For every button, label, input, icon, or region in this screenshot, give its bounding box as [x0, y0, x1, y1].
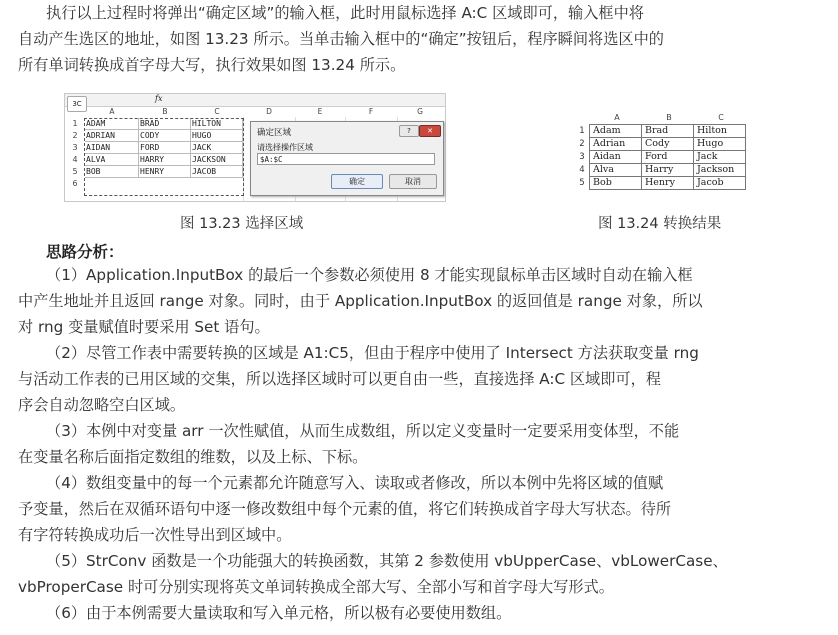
point-4-line-1: （4）数组变量中的每一个元素都允许随意写入、读取或者修改，所以本例中先将区域的值赋 — [46, 474, 664, 492]
row-number: 5 — [579, 178, 585, 188]
table-cell: Henry — [642, 177, 694, 190]
selection-marquee — [84, 118, 244, 196]
point-1-line-2: 中产生地址并且返回 range 对象。同时，由于 Application.InputBox 的返回值是 range 对象，所以 — [18, 292, 703, 310]
cancel-button[interactable]: 取消 — [389, 174, 437, 189]
cell-a2[interactable]: ADRIAN — [85, 130, 139, 142]
point-6 — [18, 600, 818, 626]
row-number: 3 — [579, 152, 585, 162]
range-input[interactable]: $A:$C — [257, 153, 435, 165]
dialog-title: 确定区域 — [257, 128, 292, 138]
row-number: 4 — [579, 165, 585, 175]
cell-c4[interactable]: JACKSON — [191, 154, 243, 166]
table-cell: Hugo — [694, 138, 746, 151]
cell-b3[interactable]: FORD — [139, 142, 191, 154]
row-header-4[interactable]: 4 — [72, 155, 78, 164]
point-3 — [18, 418, 818, 470]
cell-b1[interactable]: BRAD — [139, 118, 191, 130]
row-header-3[interactable]: 3 — [72, 143, 78, 152]
row-header-2[interactable]: 2 — [72, 131, 78, 140]
intro-line-2: 自动产生选区的地址，如图 13.23 所示。当单击输入框中的“确定”按钮后，程序瞬间将选区中的 — [18, 30, 664, 48]
caption-13-24: 图 13.24 转换结果 — [598, 216, 722, 232]
point-2 — [18, 340, 818, 418]
table-cell: Jackson — [694, 164, 746, 177]
table-cell: Bob — [590, 177, 642, 190]
column-header-b: B — [666, 113, 672, 122]
table-cell: Aidan — [590, 151, 642, 164]
cell-c1[interactable]: HILTON — [191, 118, 243, 130]
table-cell: Harry — [642, 164, 694, 177]
intro-line-1: 执行以上过程时将弹出“确定区域”的输入框，此时用鼠标选择 A:C 区域即可，输入框中将 — [46, 4, 644, 22]
point-1-line-3: 对 rng 变量赋值时要采用 Set 语句。 — [18, 318, 270, 336]
input-dialog — [250, 121, 444, 196]
table-cell: Alva — [590, 164, 642, 177]
help-button[interactable]: ? — [399, 125, 419, 137]
point-4-line-3: 有字符转换成功后一次性导出到区域中。 — [18, 526, 292, 544]
point-1-line-1: （1）Application.InputBox 的最后一个参数必须使用 8 才能实现鼠标单击区域时自动在输入框 — [46, 266, 693, 284]
column-header-c: C — [718, 113, 724, 122]
point-2-line-1: （2）尽管工作表中需要转换的区域是 A1:C5，但由于程序中使用了 Intersect 方法获取变量 rng — [46, 344, 699, 362]
table-row — [575, 138, 746, 151]
cell-b2[interactable]: CODY — [139, 130, 191, 142]
row-header-5[interactable]: 5 — [72, 167, 78, 176]
figure-13-24-result-table — [575, 112, 775, 202]
point-4 — [18, 470, 818, 548]
name-box[interactable]: 3C — [67, 96, 87, 112]
table-cell: Brad — [642, 125, 694, 138]
point-2-line-3: 序会自动忽略空白区域。 — [18, 396, 186, 414]
section-heading: 思路分析： — [46, 243, 124, 261]
caption-13-23: 图 13.23 选择区域 — [180, 216, 304, 232]
row-number: 1 — [579, 126, 585, 136]
column-header-d[interactable]: D — [266, 107, 272, 116]
cell-b5[interactable]: HENRY — [139, 166, 191, 178]
cell-b4[interactable]: HARRY — [139, 154, 191, 166]
intro-line-3: 所有单词转换成首字母大写，执行效果如图 13.24 所示。 — [18, 56, 406, 74]
dialog-prompt: 请选择操作区域 — [257, 143, 313, 152]
point-5-line-2: vbProperCase 时可分别实现将英文单词转换成全部大写、全部小写和首字母大写形式。 — [18, 578, 614, 596]
table-cell: Adam — [590, 125, 642, 138]
table-row — [575, 125, 746, 138]
table-row — [575, 177, 746, 190]
point-5-line-1: （5）StrConv 函数是一个功能强大的转换函数，其第 2 参数使用 vbUpperCase、vbLowerCase、 — [46, 552, 728, 570]
table-cell: Jack — [694, 151, 746, 164]
point-2-line-2: 与活动工作表的已用区域的交集，所以选择区域时可以更自由一些，直接选择 A:C 区域即可，程 — [18, 370, 661, 388]
point-5 — [18, 548, 818, 600]
cell-c5[interactable]: JACOB — [191, 166, 243, 178]
formula-bar — [65, 94, 445, 107]
table-cell: Hilton — [694, 125, 746, 138]
table-cell: Cody — [642, 138, 694, 151]
table-row — [575, 164, 746, 177]
table-cell: Jacob — [694, 177, 746, 190]
column-header-f[interactable]: F — [368, 107, 374, 116]
cell-a1[interactable]: ADAM — [85, 118, 139, 130]
row-number: 2 — [579, 139, 585, 149]
cell-a3[interactable]: AIDAN — [85, 142, 139, 154]
fx-label: fx — [155, 94, 163, 103]
figure-13-23-spreadsheet — [64, 93, 446, 202]
row-header-1[interactable]: 1 — [72, 119, 78, 128]
cell-a5[interactable]: BOB — [85, 166, 139, 178]
table-cell: Ford — [642, 151, 694, 164]
column-header-a[interactable]: A — [109, 107, 115, 116]
cell-c2[interactable]: HUGO — [191, 130, 243, 142]
point-3-line-1: （3）本例中对变量 arr 一次性赋值，从而生成数组，所以定义变量时一定要采用变体型，不能 — [46, 422, 680, 440]
intro-paragraph — [18, 0, 818, 78]
column-header-e[interactable]: E — [317, 107, 323, 116]
point-6-line-1: （6）由于本例需要大量读取和写入单元格，所以极有必要使用数组。 — [46, 604, 512, 622]
close-button[interactable]: ✕ — [419, 125, 441, 137]
cell-a4[interactable]: ALVA — [85, 154, 139, 166]
column-header-g[interactable]: G — [417, 107, 423, 116]
column-header-c[interactable]: C — [214, 107, 220, 116]
table-row — [575, 151, 746, 164]
table-cell: Adrian — [590, 138, 642, 151]
row-header-6[interactable]: 6 — [72, 179, 78, 188]
point-3-line-2: 在变量名称后面指定数组的维数，以及上标、下标。 — [18, 448, 368, 466]
ok-button[interactable]: 确定 — [331, 174, 383, 189]
cell-c3[interactable]: JACK — [191, 142, 243, 154]
point-1 — [18, 262, 818, 340]
column-header-b[interactable]: B — [162, 107, 168, 116]
column-header-a: A — [614, 113, 620, 122]
point-4-line-2: 予变量，然后在双循环语句中逐一修改数组中每个元素的值，将它们转换成首字母大写状态。待所 — [18, 500, 672, 518]
